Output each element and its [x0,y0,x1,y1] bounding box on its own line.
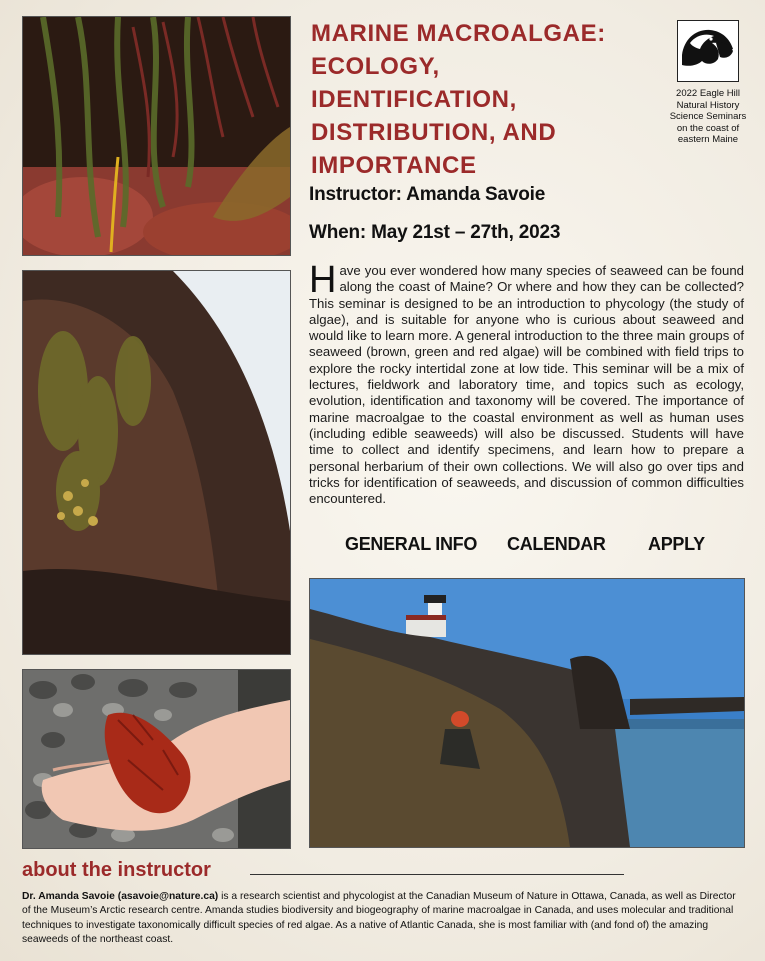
divider [250,874,624,875]
drop-cap: H [309,259,337,301]
hand-holding-red-seaweed-photo [22,669,291,849]
seminar-title [311,17,666,182]
description-text: ave you ever wondered how many species of seaweed can be found along the coast of Maine? Or where and how they can be collected? This seminar is designed to be an introduction to phycology (the study of algae), and is suitable for anyone who is curious about seaweed and would like to learn more. A general introduction to the three main groups of seaweed (brown, green and red algae) will be combined with field trips to explore the rocky intertidal zone at low tide. This seminar will be a mix of lectures, fieldwork and laboratory time, and topics such as ecology, evolution, identification and taxonomy will be covered. The importance of marine macroalgae to the coastal environment as well as human uses (including edible seaweeds) will also be discussed. Students will have time to collect and identify specimens, and learn how to prepare a personal herbarium of their own collections. We will also go over tips and tricks for identification of seaweeds, and discussion of common difficulties encountered. [309,263,744,507]
caption-line: Science Seminars [669,111,747,122]
instructor-bio-text: is a research scientist and phycologist at the Canadian Museum of Nature in Ottawa, Canada, as well as Director of the Museum’s Arctic research centre. Amanda studies biodiversity and biogeography of marine macroalgae in Canada, and uses molecular and traditional techniques to investigate taxonomically difficult species of red algae. As a native of Atlantic Canada, she is most familiar with (and fond of) the amazing seaweeds of the northeast coast. [22,891,736,946]
about-instructor-heading: about the instructor [22,859,211,881]
seminar-links [309,534,744,560]
title-line-5: IMPORTANCE [311,152,477,179]
calendar-link[interactable]: CALENDAR [507,534,606,554]
date-line: When: May 21st – 27th, 2023 [309,222,561,243]
title-line-2: ECOLOGY, [311,53,440,80]
seminar-series-caption [660,88,756,146]
title-line-3: IDENTIFICATION, [311,86,517,113]
instructor-bio [22,890,747,948]
caption-line: eastern Maine [677,134,739,145]
caption-line: 2022 Eagle Hill [676,88,740,99]
rock-with-kelp-photo [22,270,291,655]
caption-line: on the coast of [676,122,740,134]
seminar-description [309,259,744,507]
seaweed-closeup-photo [22,16,291,256]
title-line-4: DISTRIBUTION, AND [311,119,557,146]
apply-link[interactable]: APPLY [648,534,705,554]
caption-line: Natural History [676,99,740,111]
eagle-head-icon [677,20,739,82]
instructor-line: Instructor: Amanda Savoie [309,184,546,205]
title-line-1: MARINE MACROALGAE: [311,20,606,47]
instructor-name-email: Dr. Amanda Savoie (asavoie@nature.ca) [22,891,219,902]
general-info-link[interactable]: GENERAL INFO [345,534,478,554]
lighthouse-coast-photo [309,578,745,848]
